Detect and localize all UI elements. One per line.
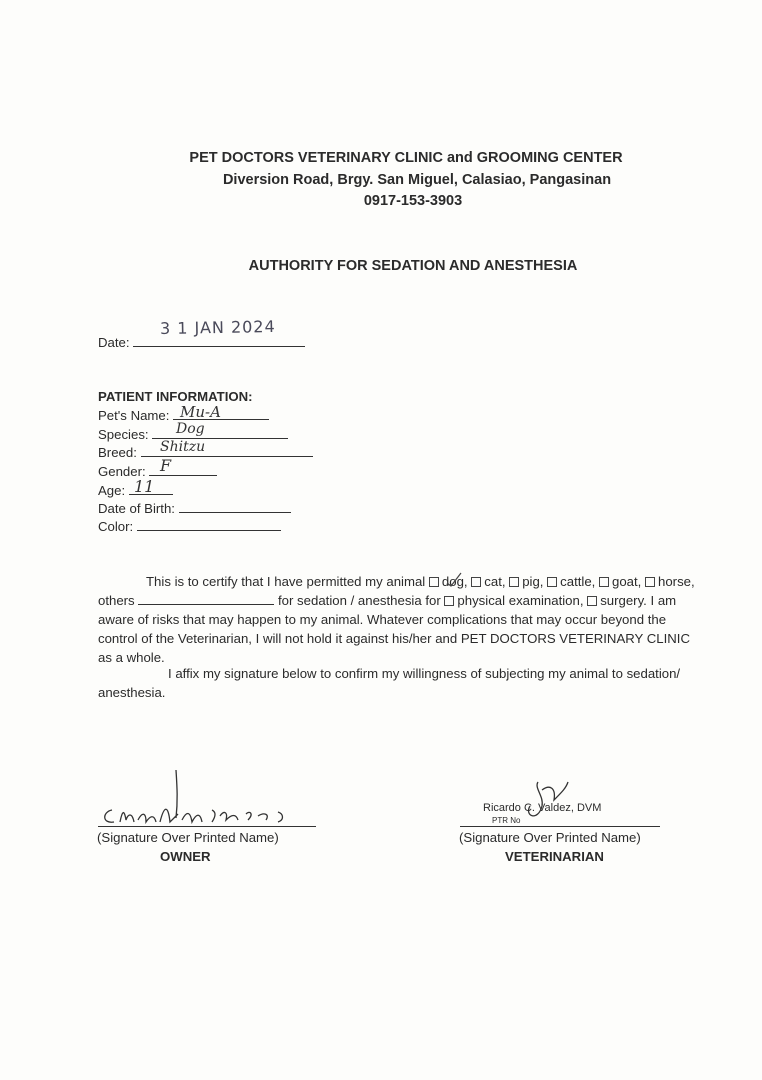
consent-paragraph (98, 572, 698, 667)
pets-name-value: Mu-A (180, 403, 221, 421)
clinic-phone: 0917-153-3903 (363, 193, 463, 209)
species-line[interactable] (152, 426, 288, 439)
vet-printed-name: Ricardo C. Valdez, DVM (483, 802, 602, 814)
option-goat: goat, (612, 574, 642, 589)
checkbox-goat[interactable] (599, 577, 609, 587)
vet-signature (520, 776, 580, 824)
dog-check-mark-icon (444, 571, 464, 589)
affirmation-paragraph (98, 664, 698, 702)
vet-caption: (Signature Over Printed Name) (459, 830, 641, 845)
option-cattle: cattle, (560, 574, 596, 589)
clinic-address: Diversion Road, Brgy. San Miguel, Calasiao, Pangasinan (222, 172, 612, 188)
checkbox-cat[interactable] (471, 577, 481, 587)
option-pig: pig, (522, 574, 544, 589)
option-surgery: surgery. I am aware of risks that may happen to my animal. Whatever complications that may occur beyond the control of the Veterinarian, I will not hold it against his/her and PET DOCTORS VETERINARY CLINIC as a whole. (98, 593, 690, 665)
pets-name-label: Pet's Name: (98, 408, 170, 423)
gender-row (98, 463, 217, 479)
gender-label: Gender: (98, 464, 146, 479)
owner-role: OWNER (160, 849, 211, 864)
breed-row (98, 444, 313, 460)
dob-row (98, 500, 291, 516)
color-line[interactable] (137, 518, 281, 531)
vet-ptr-label: PTR No (492, 816, 521, 825)
breed-value: Shitzu (160, 439, 206, 455)
form-title: AUTHORITY FOR SEDATION AND ANESTHESIA (248, 258, 578, 274)
vet-signature-line[interactable] (460, 826, 660, 827)
others-line[interactable] (138, 592, 274, 605)
owner-signature-line[interactable] (98, 826, 316, 827)
clinic-name: PET DOCTORS VETERINARY CLINIC and GROOMING CENTER (189, 150, 623, 166)
owner-caption: (Signature Over Printed Name) (97, 830, 279, 845)
gender-value: F (160, 456, 172, 475)
checkbox-horse[interactable] (645, 577, 655, 587)
breed-label: Breed: (98, 445, 137, 460)
option-dog: dog, (441, 574, 468, 589)
vet-role: VETERINARIAN (505, 849, 604, 864)
checkbox-surgery[interactable] (587, 596, 597, 606)
dob-line[interactable] (179, 500, 291, 513)
species-label: Species: (98, 427, 149, 442)
checkbox-exam[interactable] (444, 596, 454, 606)
checkbox-dog[interactable] (429, 577, 439, 587)
option-cat: cat, (484, 574, 506, 589)
patient-info-heading: PATIENT INFORMATION: (98, 389, 253, 404)
age-value: 11 (134, 477, 155, 496)
date-label: Date: (98, 335, 130, 350)
color-label: Color: (98, 519, 134, 534)
checkbox-pig[interactable] (509, 577, 519, 587)
age-label: Age: (98, 483, 126, 498)
date-stamp: 3 1 JAN 2024 (159, 316, 276, 339)
owner-signature (98, 766, 298, 828)
checkbox-cattle[interactable] (547, 577, 557, 587)
option-horse: horse, others (98, 574, 695, 608)
color-row (98, 518, 281, 534)
dob-label: Date of Birth: (98, 501, 175, 516)
consent-intro: This is to certify that I have permitted my animal (146, 574, 426, 589)
affirmation-text: I affix my signature below to confirm my willingness of subjecting my animal to sedation/ anesthesia. (98, 666, 681, 700)
species-value: Dog (176, 421, 205, 437)
consent-purpose: for sedation / anesthesia for (278, 593, 441, 608)
option-exam: physical examination, (457, 593, 584, 608)
